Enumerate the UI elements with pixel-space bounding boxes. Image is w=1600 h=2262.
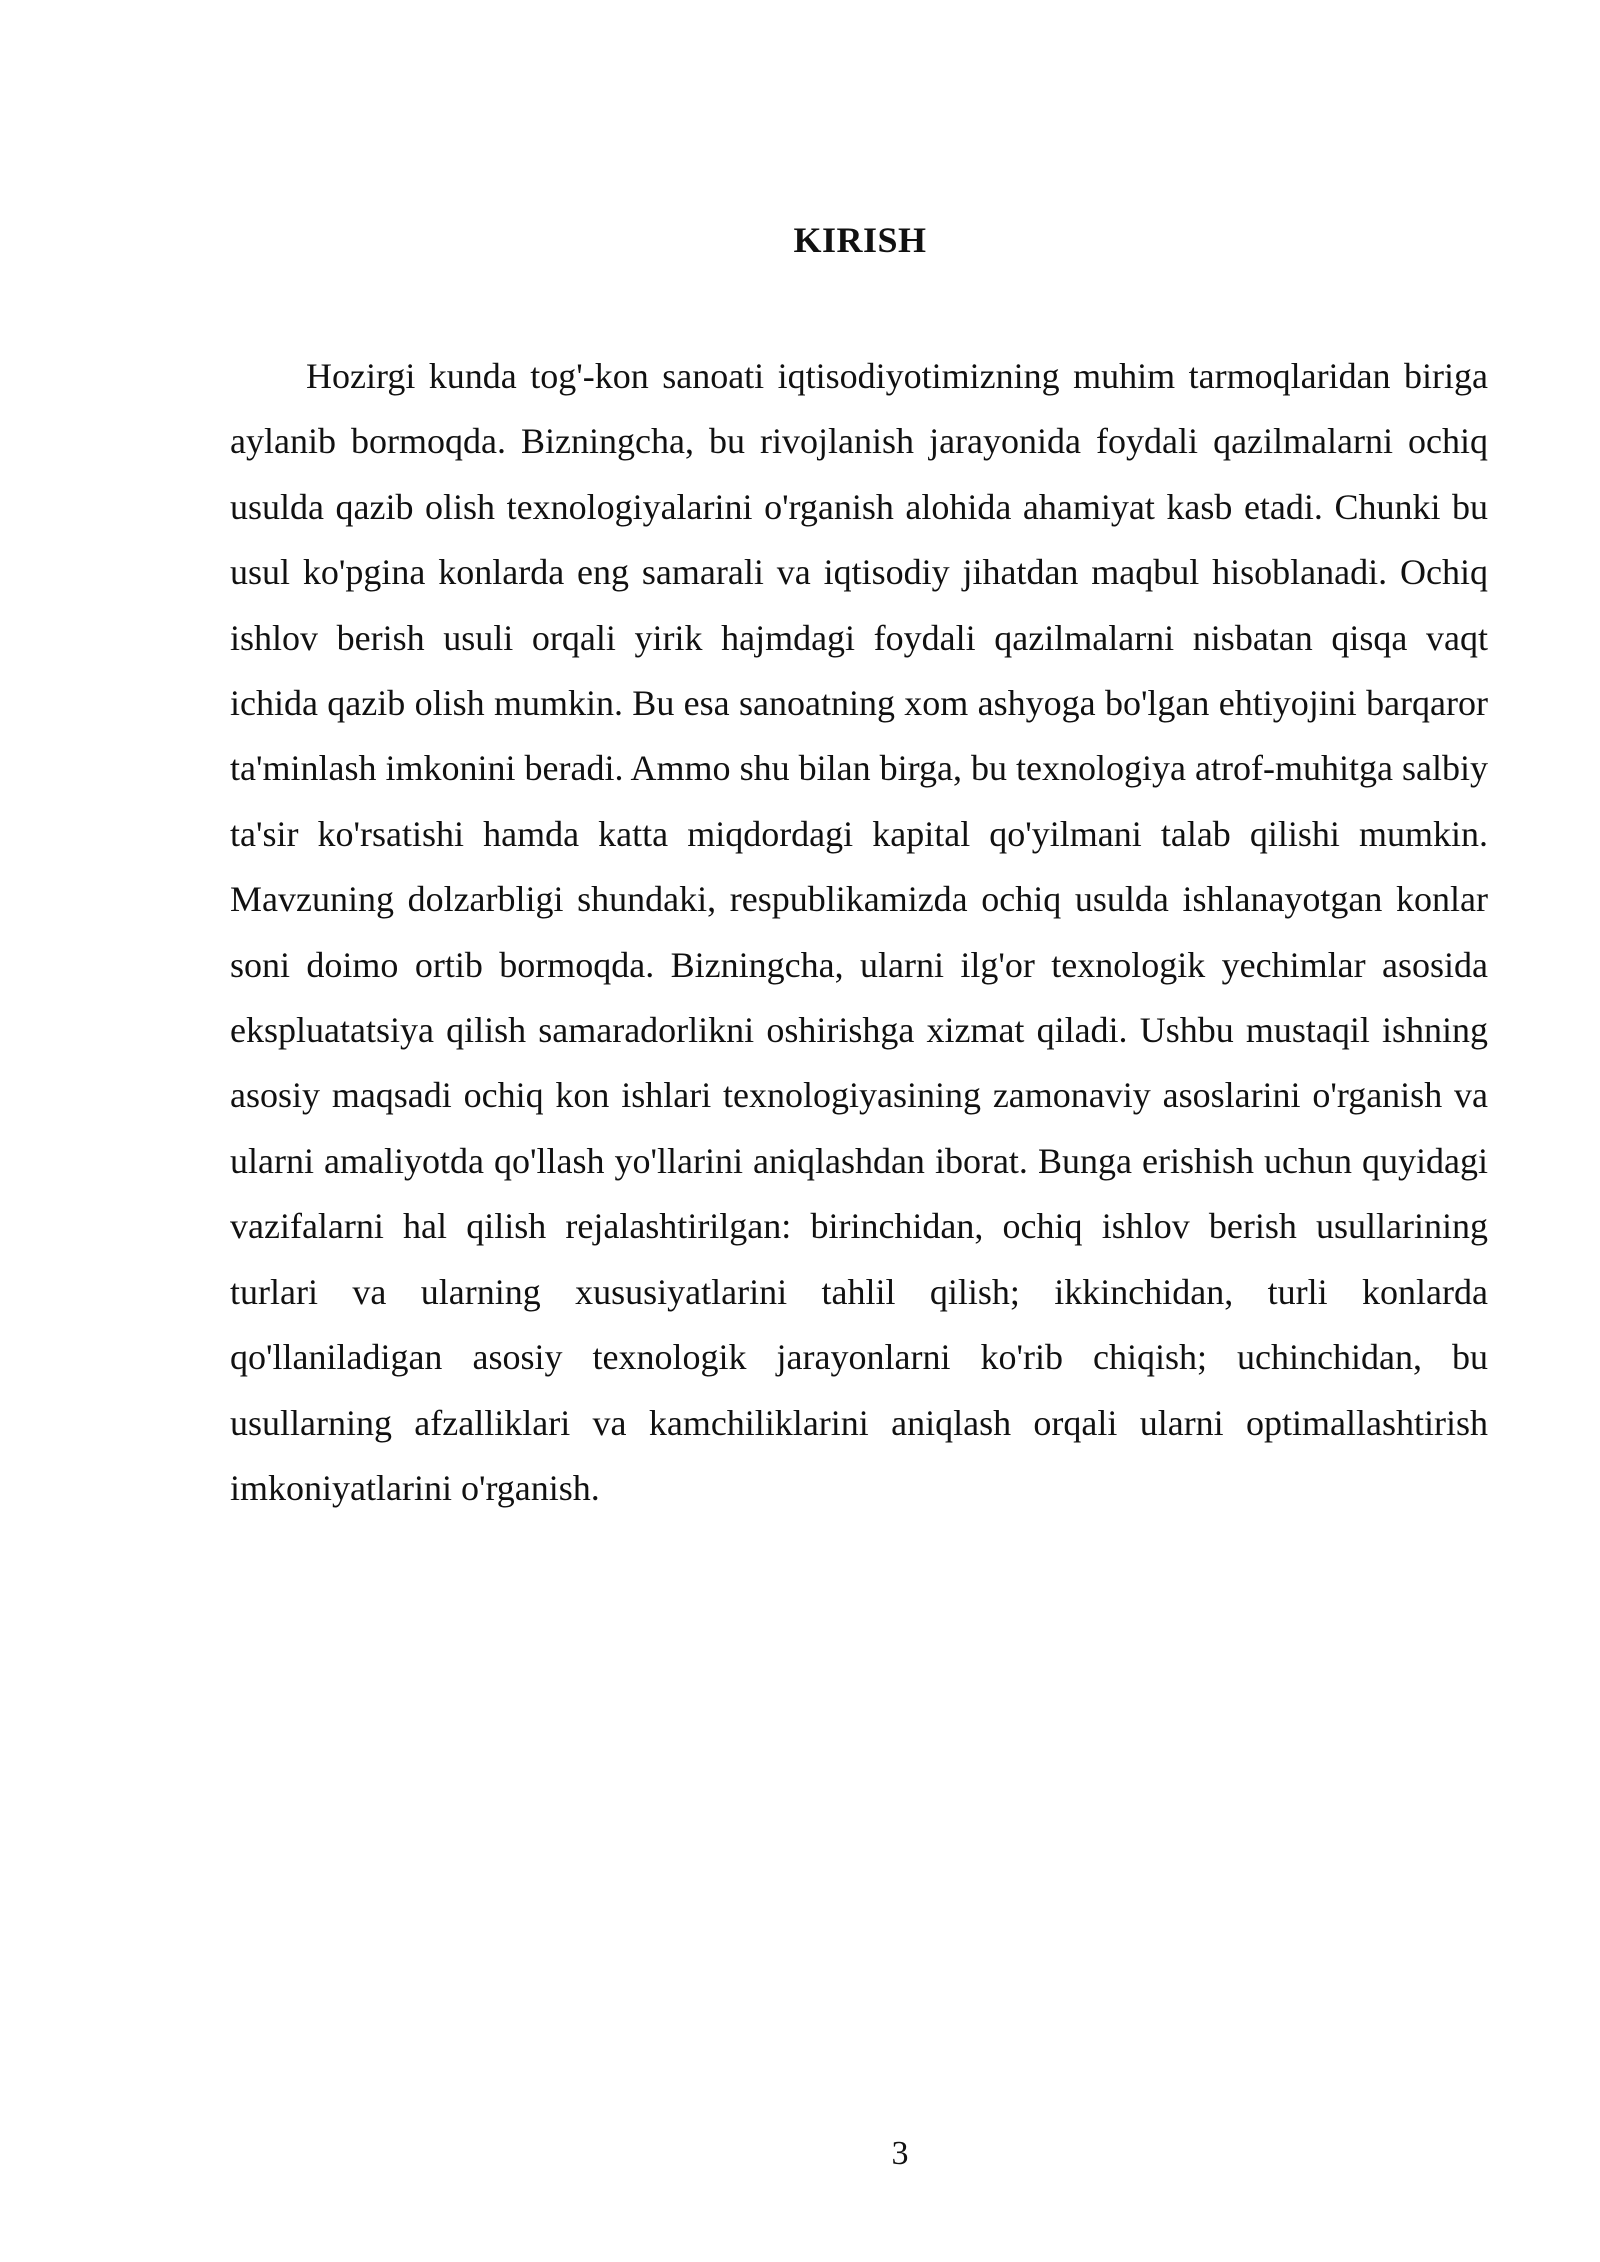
body-paragraph: Hozirgi kunda tog'-kon sanoati iqtisodiyotimizning muhim tarmoqlaridan biriga aylanib bormoqda. Bizningcha, bu rivojlanish jarayonida foydali qazilmalarni ochiq usulda qazib olish texnologiyalarini o'rganish alohida ahamiyat kasb etadi. Chunki bu usul ko'pgina konlarda eng samarali va iqtisodiy jihatdan maqbul hisoblanadi. Ochiq ishlov berish usuli orqali yirik hajmdagi foydali qazilmalarni nisbatan qisqa vaqt ichida qazib olish mumkin. Bu esa sanoatning xom ashyoga bo'lgan ehtiyojini barqaror ta'minlash imkonini beradi. Ammo shu bilan birga, bu texnologiya atrof-muhitga salbiy ta'sir ko'rsatishi hamda katta miqdordagi kapital qo'yilmani talab qilishi mumkin. Mavzuning dolzarbligi shundaki, respublikamizda ochiq usulda ishlanayotgan konlar soni doimo ortib bormoqda. Bizningcha, ularni ilg'or texnologik yechimlar asosida ekspluatatsiya qilish samaradorlikni oshirishga xizmat qiladi. Ushbu mustaqil ishning asosiy maqsadi ochiq kon ishlari texnologiyasining zamonaviy asoslarini o'rganish va ularni amaliyotda qo'llash yo'llarini aniqlashdan iborat. Bunga erishish uchun quyidagi vazifalarni hal qilish rejalashtirilgan: birinchidan, ochiq ishlov berish usullarining turlari va ularning xususiyatlarini tahlil qilish; ikkinchidan, turli konlarda qo'llaniladigan asosiy texnologik jarayonlarni ko'rib chiqish; uchinchidan, bu usullarning afzalliklari va kamchiliklarini aniqlash orqali ularni optimallashtirish imkoniyatlarini o'rganish. xyxy=(230,356,1488,1508)
page-number: 3 xyxy=(891,2135,909,2172)
page-title: KIRISH xyxy=(793,220,927,260)
